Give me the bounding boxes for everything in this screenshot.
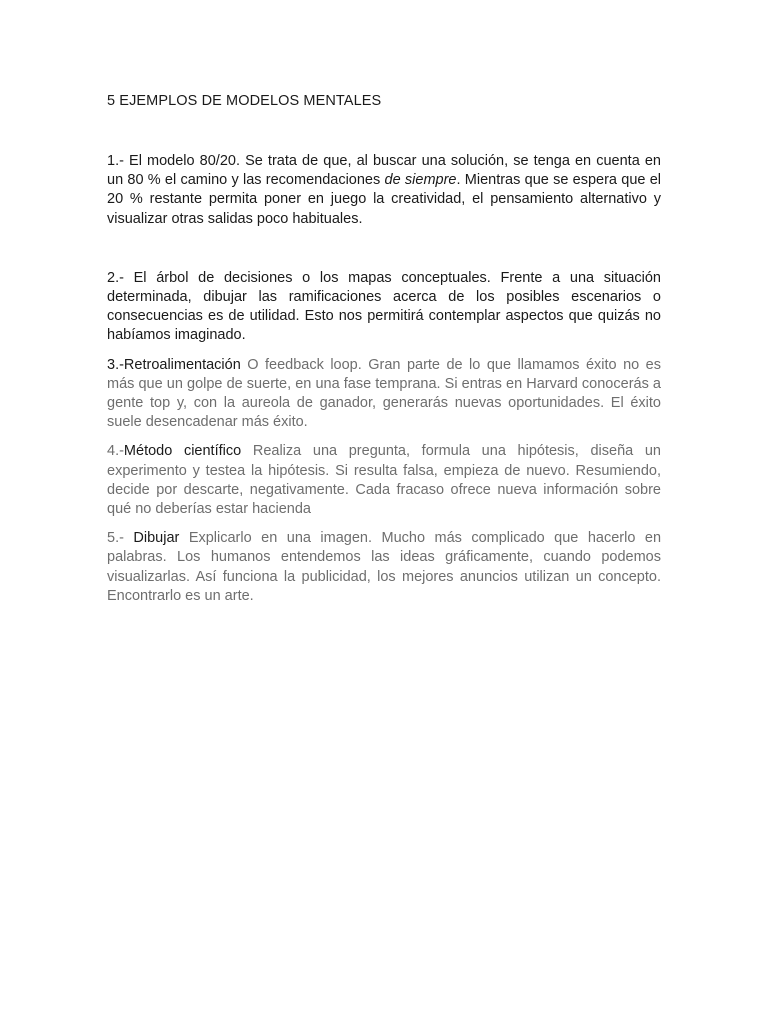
paragraph-5-label: Dibujar — [133, 530, 180, 547]
paragraph-4-prefix: 4.- — [107, 443, 124, 460]
paragraph-decision-tree — [107, 269, 661, 346]
paragraph-4-label: Método científico — [123, 443, 242, 460]
paragraph-5-text: Explicarlo en una imagen. Mucho más complicado que hacerlo en palabras. Los humanos entendemos las ideas gráficamente, cuando podemos visualizarlas. Así funciona la publicidad, los mejores anuncios utilizan un concepto. Encontrarlo es un arte. — [107, 530, 662, 604]
paragraph-feedback — [107, 356, 661, 433]
document-title: 5 EJEMPLOS DE MODELOS MENTALES — [107, 93, 382, 109]
paragraph-scientific-method — [107, 442, 661, 519]
paragraph-3-text: O feedback loop. Gran parte de lo que llamamos éxito no es más que un golpe de suerte, en una fase temprana. Si entras en Harvard conocerás a gente top y, con la aureola de ganador, generarás nuevas oportunidades. El éxito suele desencadenar más éxito. — [107, 356, 661, 431]
paragraph-3-label: 3.-Retroalimentación — [107, 356, 241, 373]
paragraph-draw — [107, 529, 661, 606]
paragraph-1-text-b: . Mientras que se espera que el 20 % restante permita poner en juego la creatividad, el pensamiento alternativo y visualizar otras salidas poco habituales. — [107, 172, 661, 227]
paragraph-model-80-20 — [107, 152, 661, 229]
paragraph-1-italic: de siempre — [384, 172, 457, 189]
document-page — [107, 92, 661, 606]
paragraph-5-prefix: 5.- — [107, 530, 134, 547]
paragraph-4-text: Realiza una pregunta, formula una hipótesis, diseña un experimento y testea la hipótesis. Si resulta falsa, empieza de nuevo. Resumiendo, decide por descarte, negativamente. Cada fracaso ofrece nueva información sobre qué no deberías estar hacienda — [107, 443, 661, 518]
paragraph-1-text-a: 1.- El modelo 80/20. Se trata de que, al buscar una solución, se tenga en cuenta en un 80 % el camino y las recomendaciones — [107, 153, 661, 189]
paragraph-2-text: 2.- El árbol de decisiones o los mapas conceptuales. Frente a una situación determinada, dibujar las ramificaciones acerca de los posibles escenarios o consecuencias es de utilidad. Esto nos permitirá contemplar aspectos que quizás no habíamos imaginado. — [107, 269, 661, 344]
